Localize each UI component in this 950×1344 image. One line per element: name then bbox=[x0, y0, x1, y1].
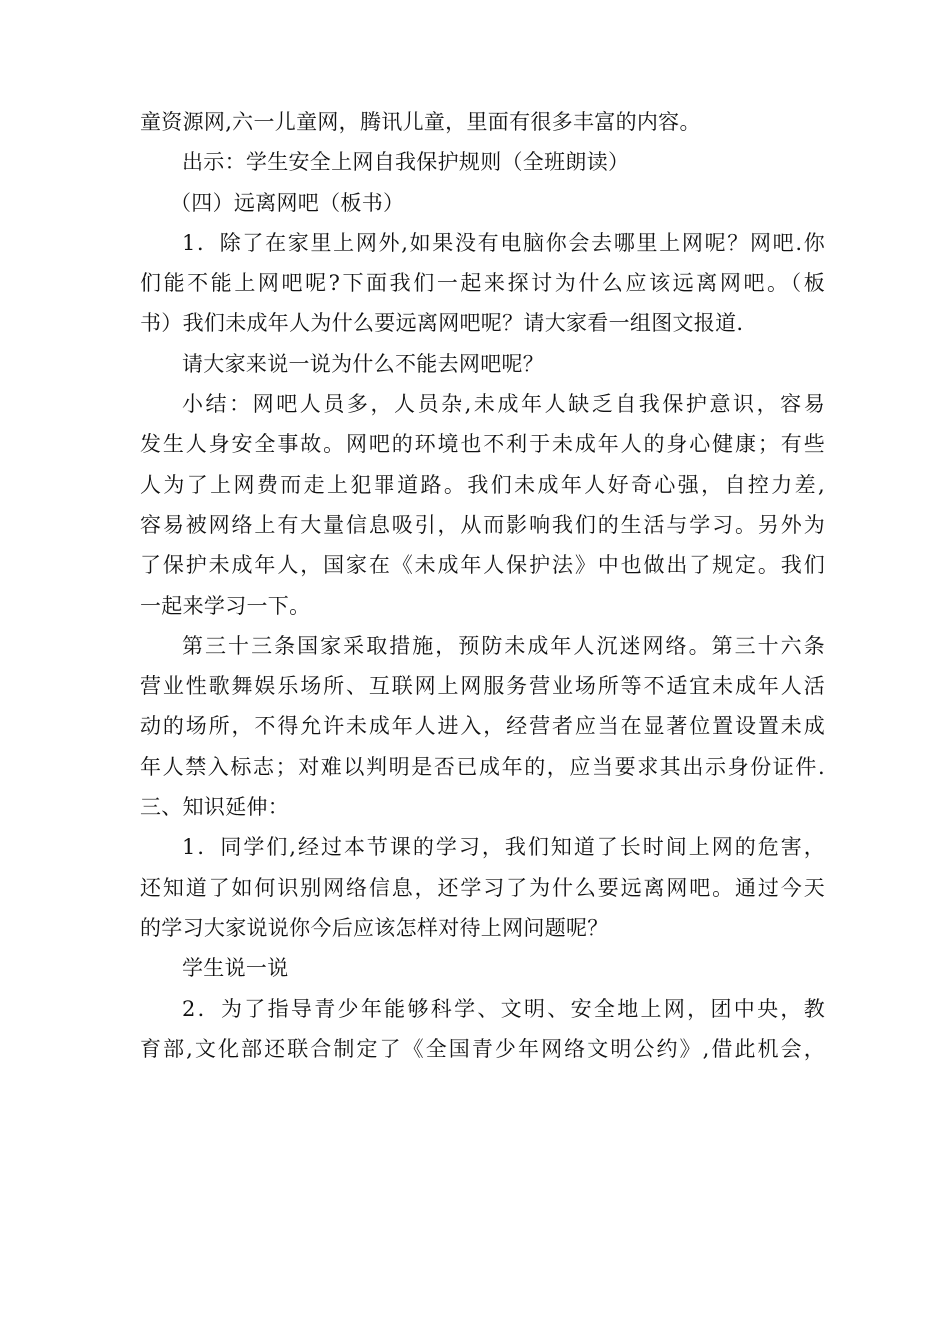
text-line: 发生人身安全事故。网吧的环境也不利于未成年人的身心健康；有些 bbox=[140, 432, 825, 457]
text-line: 了保护未成年人，国家在《未成年人保护法》中也做出了规定。我们 bbox=[140, 553, 825, 578]
text-line: 人为了上网费而走上犯罪道路。我们未成年人好奇心强，自控力差, bbox=[140, 472, 825, 497]
text-line: 书）我们未成年人为什么要远离网吧呢？请大家看一组图文报道. bbox=[140, 311, 744, 336]
text-line: 小结：网吧人员多，人员杂,未成年人缺乏自我保护意识，容易 bbox=[182, 392, 825, 417]
text-line: 营业性歌舞娱乐场所、互联网上网服务营业场所等不适宜未成年人活 bbox=[140, 674, 825, 699]
text-line: 的学习大家说说你今后应该怎样对待上网问题呢？ bbox=[140, 915, 609, 940]
text-line: 三、知识延伸： bbox=[140, 795, 290, 820]
text-line: 1．除了在家里上网外,如果没有电脑你会去哪里上网呢？网吧.你 bbox=[182, 230, 825, 255]
text-line: 一起来学习一下。 bbox=[140, 593, 311, 618]
text-line: 学生说一说 bbox=[182, 956, 289, 981]
text-line: 还知道了如何识别网络信息，还学习了为什么要远离网吧。通过今天 bbox=[140, 875, 825, 900]
text-line: 童资源网,六一儿童网，腾讯儿童，里面有很多丰富的内容。 bbox=[140, 110, 701, 134]
text-line: 出示：学生安全上网自我保护规则（全班朗读） bbox=[182, 150, 630, 175]
text-line: 们能不能上网吧呢?下面我们一起来探讨为什么应该远离网吧。（板 bbox=[140, 271, 825, 296]
text-line: 2．为了指导青少年能够科学、文明、安全地上网，团中央，教 bbox=[182, 996, 825, 1021]
text-line: 年人禁入标志；对难以判明是否已成年的，应当要求其出示身份证件. bbox=[140, 754, 825, 779]
text-line: 1．同学们,经过本节课的学习，我们知道了长时间上网的危害， bbox=[182, 835, 825, 860]
text-line: 育部,文化部还联合制定了《全国青少年网络文明公约》,借此机会， bbox=[140, 1036, 825, 1061]
text-line: （四）远离网吧（板书） bbox=[170, 190, 405, 215]
text-line: 动的场所，不得允许未成年人进入，经营者应当在显著位置设置未成 bbox=[140, 714, 825, 739]
text-line: 容易被网络上有大量信息吸引，从而影响我们的生活与学习。另外为 bbox=[140, 512, 825, 537]
text-line: 请大家来说一说为什么不能去网吧呢？ bbox=[182, 351, 545, 376]
document-body bbox=[140, 102, 825, 1069]
text-line: 第三十三条国家采取措施，预防未成年人沉迷网络。第三十六条 bbox=[182, 633, 825, 658]
